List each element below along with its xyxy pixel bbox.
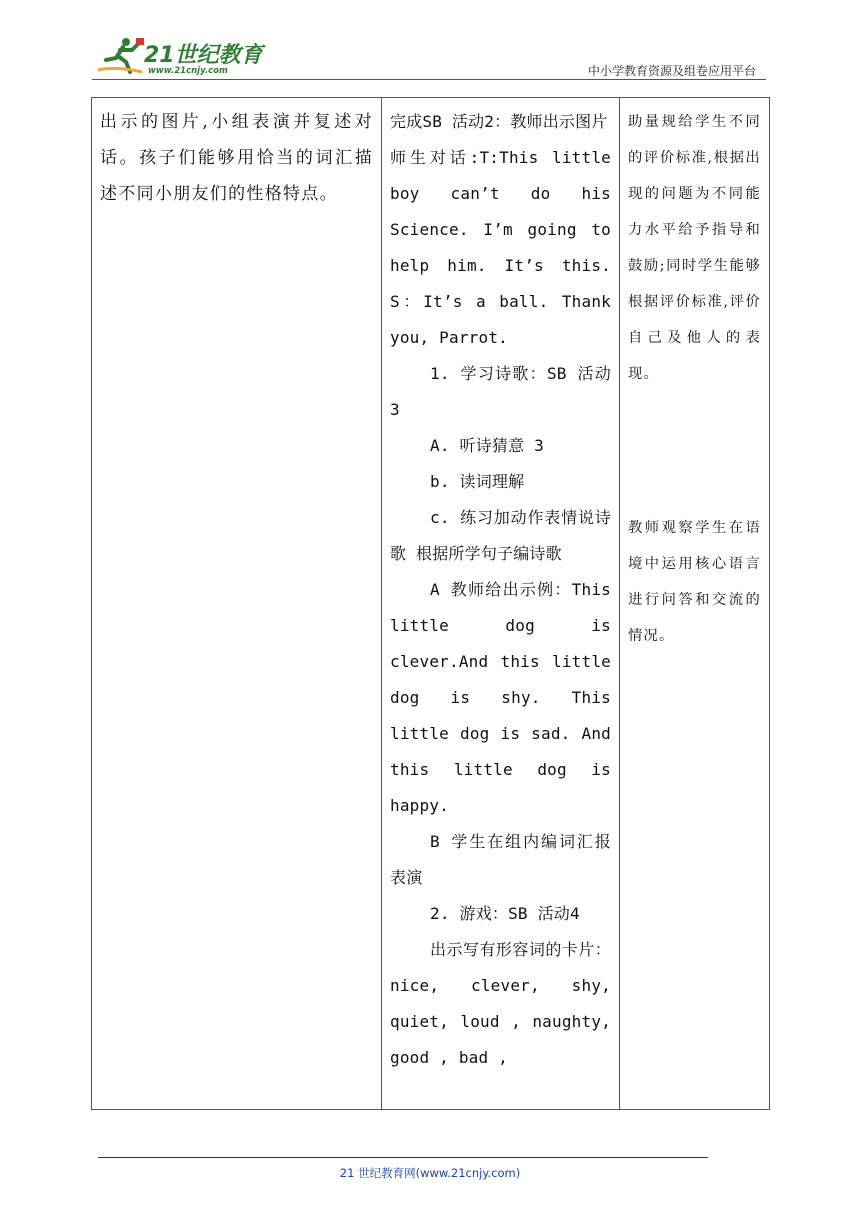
logo-text: 21世纪教育: [144, 43, 263, 68]
procedure-line: 2. 游戏：SB 活动4: [430, 904, 580, 923]
footer-divider: [98, 1157, 708, 1158]
header-divider: [92, 79, 766, 80]
procedure-line: 完成SB 活动2：教师出示图片: [390, 112, 608, 131]
procedure-line: 出示写有形容词的卡片：nice, clever, shy, quiet, loud , naughty, good , bad ,: [390, 940, 611, 1067]
procedure-cell: [382, 98, 620, 1110]
footer-link[interactable]: 21 世纪教育网(www.21cnjy.com): [339, 1166, 521, 1180]
procedure-line: 师生对话:T:This little boy can’t do his Science. I’m going to help him. It’s this. S：It’s a ball. Thank you, Parrot.: [390, 148, 611, 347]
procedure-line: A. 听诗猜意 3: [430, 436, 544, 455]
platform-title: 中小学教育资源及组卷应用平台: [587, 64, 756, 78]
activity-cell: [92, 98, 382, 1110]
logo-url: www.21cnjy.com: [148, 66, 228, 76]
procedure-line: A 教师给出示例：This little dog is clever.And this little dog is shy. This little dog is sad. And this little dog is happy.: [390, 580, 611, 815]
evaluation-text: 教师观察学生在语境中运用核心语言进行问答和交流的情况。: [628, 520, 761, 644]
activity-text: 出示的图片,小组表演并复述对话。孩子们能够用恰当的词汇描述不同小朋友们的性格特点。: [100, 112, 373, 204]
lesson-table: [91, 97, 770, 1110]
site-logo: [96, 36, 276, 78]
evaluation-text: 助量规给学生不同的评价标准,根据出现的问题为不同能力水平给予指导和鼓励;同时学生能够根据评价标准,评价自己及他人的表现。: [628, 114, 761, 382]
procedure-line: B 学生在组内编词汇报表演: [390, 832, 611, 887]
evaluation-cell: [620, 98, 770, 1110]
table-row: [92, 98, 770, 1110]
procedure-line: c. 练习加动作表情说诗歌 根据所学句子编诗歌: [390, 508, 611, 563]
procedure-line: 1. 学习诗歌：SB 活动3: [390, 364, 611, 419]
procedure-line: b. 读词理解: [430, 472, 525, 491]
running-figure-icon: [96, 36, 146, 78]
